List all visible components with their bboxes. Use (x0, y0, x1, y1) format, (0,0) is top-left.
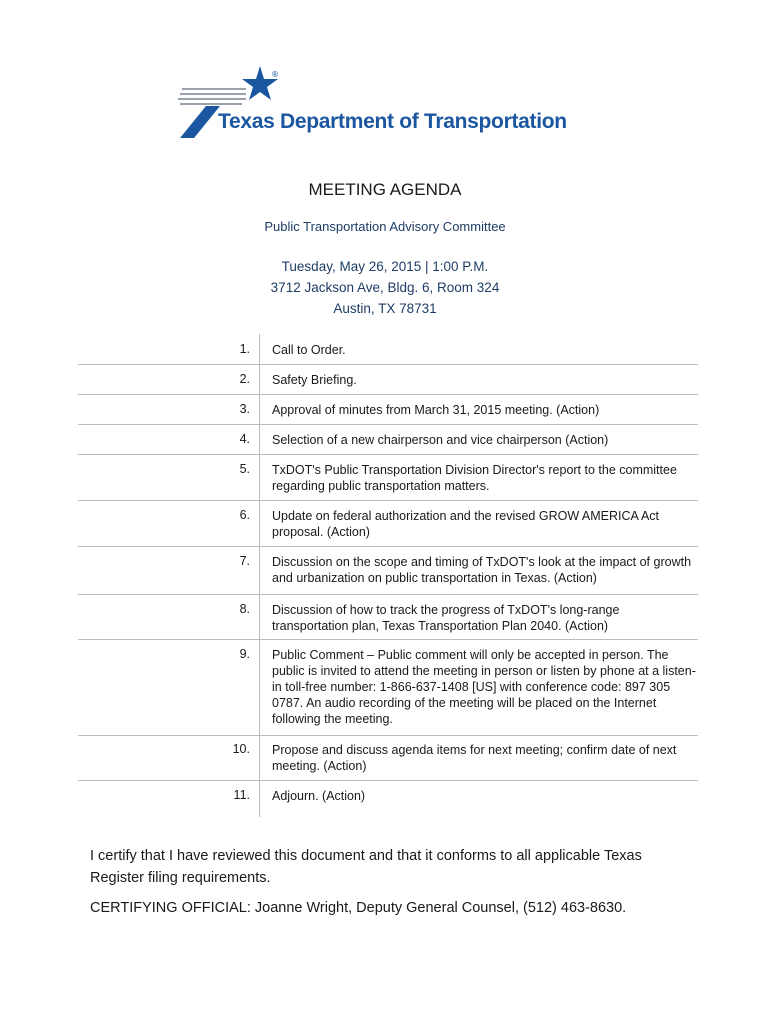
agenda-item-number: 2. (239, 372, 250, 386)
agenda-column-divider (259, 334, 260, 817)
agenda-item-text: Public Comment – Public comment will only be accepted in person. The public is invited to attend the meeting in person or listen by phone at a listen-in toll-free number: 1-866-637-1408 [US] with conference code: 897 305 0787. An audio recording of the meeting will be placed on the Internet following the meeting. (272, 648, 696, 726)
agenda-item-number: 9. (239, 647, 250, 661)
agenda-item-text: Safety Briefing. (272, 373, 357, 387)
meeting-date-time: Tuesday, May 26, 2015 | 1:00 P.M. (281, 259, 489, 274)
committee-name: Public Transportation Advisory Committee (264, 219, 506, 234)
agenda-item-text: Call to Order. (272, 343, 346, 357)
agenda-item-text: Adjourn. (Action) (272, 789, 366, 803)
agenda-item-text: Update on federal authorization and the revised GROW AMERICA Act proposal. (Action) (272, 509, 660, 539)
agenda-item-number: 8. (239, 602, 250, 616)
certifying-official: CERTIFYING OFFICIAL: Joanne Wright, Deputy General Counsel, (512) 463-8630. (90, 900, 627, 916)
meeting-city: Austin, TX 78731 (333, 301, 437, 316)
agenda-item-number: 6. (239, 508, 250, 522)
agenda-item-number: 11. (233, 788, 250, 802)
agenda-item-number: 1. (239, 342, 250, 356)
agenda-item-number: 10. (232, 742, 250, 756)
agenda-item-text: Approval of minutes from March 31, 2015 meeting. (Action) (272, 403, 600, 417)
agenda-item-text: Selection of a new chairperson and vice chairperson (Action) (272, 433, 609, 447)
agenda-item-text: TxDOT's Public Transportation Division Director's report to the committee regarding public transportation matters. (272, 463, 677, 493)
agenda-item-text: Propose and discuss agenda items for next meeting; confirm date of next meeting. (Action) (272, 743, 677, 773)
meeting-address: 3712 Jackson Ave, Bldg. 6, Room 324 (270, 280, 500, 295)
page-title: MEETING AGENDA (308, 180, 462, 199)
agenda-item-text: Discussion on the scope and timing of TxDOT's look at the impact of growth and urbanization on public transportation in Texas. (Action) (272, 555, 692, 585)
agenda-item-number: 7. (239, 554, 250, 568)
agenda-item-number: 4. (239, 432, 250, 446)
txdot-logo (176, 62, 596, 144)
agenda-item-number: 3. (239, 402, 250, 416)
registered-mark: ® (271, 70, 279, 79)
agenda-item-number: 5. (239, 462, 250, 476)
agenda-item-text: Discussion of how to track the progress of TxDOT's long-range transportation plan, Texas Transportation Plan 2040. (Action) (272, 603, 620, 633)
logo-org-name: Texas Department of Transportation (218, 110, 567, 133)
certification-statement: I certify that I have reviewed this document and that it conforms to all applicable Texas Register filing requirements. (90, 848, 642, 886)
